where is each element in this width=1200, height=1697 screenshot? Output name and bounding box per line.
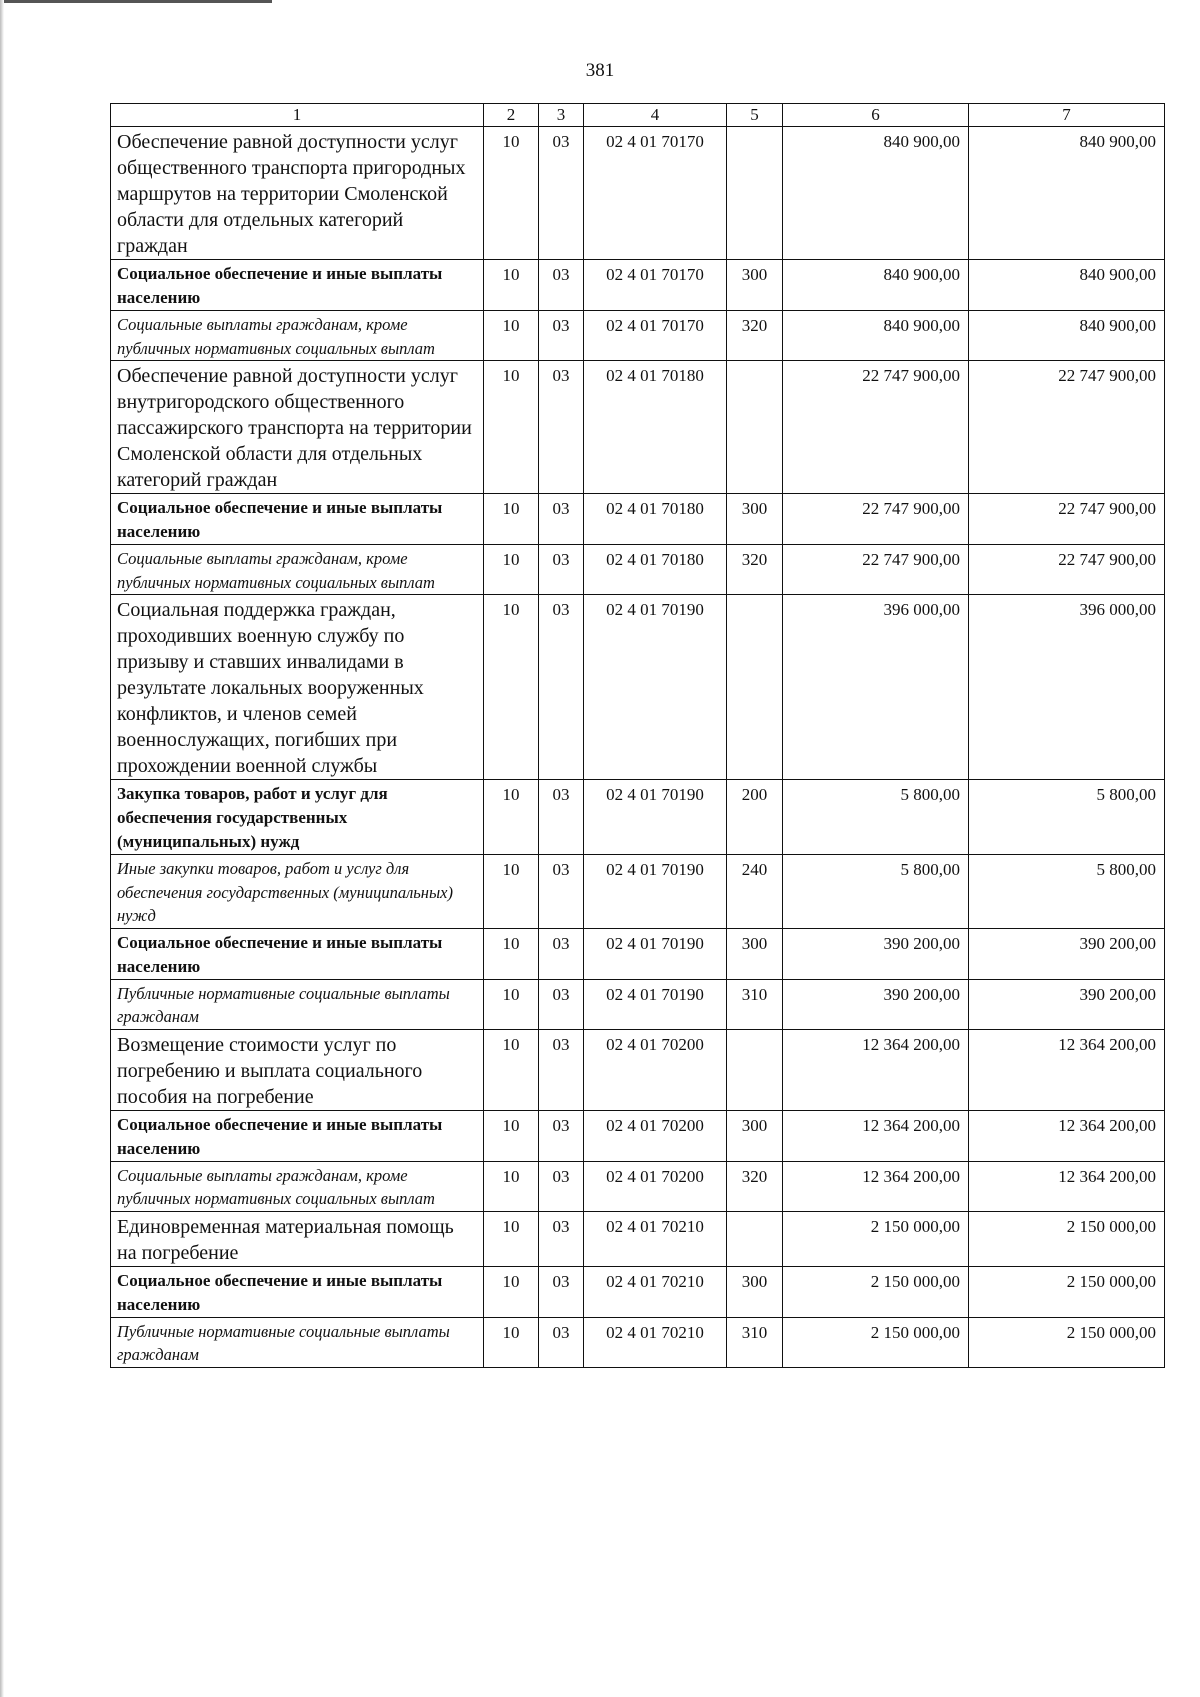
amount-col-7: 390 200,00 (969, 928, 1165, 979)
table-row (111, 855, 1165, 929)
row-name: Закупка товаров, работ и услуг для обеспечения государственных (муниципальных) нужд (111, 780, 484, 855)
table-row (111, 1161, 1165, 1211)
section-code: 10 (484, 595, 539, 780)
expense-type-code (727, 1029, 783, 1110)
target-article-code: 02 4 01 70180 (584, 494, 727, 545)
subsection-code: 03 (539, 127, 584, 260)
target-article-code: 02 4 01 70190 (584, 595, 727, 780)
amount-col-6: 2 150 000,00 (783, 1317, 969, 1367)
amount-col-7: 2 150 000,00 (969, 1266, 1165, 1317)
row-name: Социальные выплаты гражданам, кроме публичных нормативных социальных выплат (111, 1161, 484, 1211)
subsection-code: 03 (539, 1029, 584, 1110)
section-code: 10 (484, 1266, 539, 1317)
expense-type-code: 310 (727, 1317, 783, 1367)
column-header: 4 (584, 104, 727, 127)
section-code: 10 (484, 494, 539, 545)
section-code: 10 (484, 1110, 539, 1161)
subsection-code: 03 (539, 260, 584, 311)
subsection-code: 03 (539, 545, 584, 595)
section-code: 10 (484, 1211, 539, 1266)
amount-col-7: 12 364 200,00 (969, 1161, 1165, 1211)
table-row (111, 127, 1165, 260)
expense-type-code: 300 (727, 928, 783, 979)
amount-col-6: 22 747 900,00 (783, 361, 969, 494)
target-article-code: 02 4 01 70200 (584, 1161, 727, 1211)
section-code: 10 (484, 260, 539, 311)
column-header: 3 (539, 104, 584, 127)
expense-type-code (727, 127, 783, 260)
table-row (111, 1029, 1165, 1110)
expense-type-code: 200 (727, 780, 783, 855)
section-code: 10 (484, 361, 539, 494)
expense-type-code: 240 (727, 855, 783, 929)
target-article-code: 02 4 01 70190 (584, 979, 727, 1029)
row-name: Социальные выплаты гражданам, кроме публичных нормативных социальных выплат (111, 545, 484, 595)
amount-col-6: 5 800,00 (783, 855, 969, 929)
table-body (111, 127, 1165, 1368)
table-row (111, 928, 1165, 979)
table-row (111, 545, 1165, 595)
section-code: 10 (484, 1317, 539, 1367)
subsection-code: 03 (539, 311, 584, 361)
amount-col-7: 22 747 900,00 (969, 494, 1165, 545)
expense-type-code (727, 1211, 783, 1266)
row-name: Иные закупки товаров, работ и услуг для обеспечения государственных (муниципальных) нужд (111, 855, 484, 929)
amount-col-7: 22 747 900,00 (969, 545, 1165, 595)
target-article-code: 02 4 01 70200 (584, 1110, 727, 1161)
expense-type-code: 300 (727, 1266, 783, 1317)
amount-col-6: 2 150 000,00 (783, 1266, 969, 1317)
amount-col-7: 5 800,00 (969, 780, 1165, 855)
expense-type-code: 300 (727, 1110, 783, 1161)
row-name: Обеспечение равной доступности услуг общественного транспорта пригородных маршрутов на территории Смоленской области для отдельных категорий граждан (111, 127, 484, 260)
table-row (111, 979, 1165, 1029)
target-article-code: 02 4 01 70190 (584, 928, 727, 979)
amount-col-7: 12 364 200,00 (969, 1110, 1165, 1161)
amount-col-7: 12 364 200,00 (969, 1029, 1165, 1110)
subsection-code: 03 (539, 1161, 584, 1211)
section-code: 10 (484, 1029, 539, 1110)
target-article-code: 02 4 01 70190 (584, 780, 727, 855)
row-name: Обеспечение равной доступности услуг внутригородского общественного пассажирского транспорта на территории Смоленской области для отдельных категорий граждан (111, 361, 484, 494)
row-name: Возмещение стоимости услуг по погребению и выплата социального пособия на погребение (111, 1029, 484, 1110)
amount-col-6: 840 900,00 (783, 127, 969, 260)
budget-table (110, 103, 1165, 1368)
expense-type-code: 320 (727, 1161, 783, 1211)
target-article-code: 02 4 01 70170 (584, 311, 727, 361)
expense-type-code (727, 361, 783, 494)
table-row (111, 260, 1165, 311)
column-header: 1 (111, 104, 484, 127)
expense-type-code: 300 (727, 260, 783, 311)
subsection-code: 03 (539, 1211, 584, 1266)
amount-col-6: 840 900,00 (783, 311, 969, 361)
column-header: 2 (484, 104, 539, 127)
table-header-row (111, 104, 1165, 127)
subsection-code: 03 (539, 1266, 584, 1317)
row-name: Социальное обеспечение и иные выплаты населению (111, 494, 484, 545)
amount-col-6: 22 747 900,00 (783, 545, 969, 595)
amount-col-6: 5 800,00 (783, 780, 969, 855)
target-article-code: 02 4 01 70180 (584, 545, 727, 595)
subsection-code: 03 (539, 780, 584, 855)
subsection-code: 03 (539, 494, 584, 545)
expense-type-code: 320 (727, 545, 783, 595)
table-row (111, 361, 1165, 494)
table-row (111, 1211, 1165, 1266)
table-row (111, 1266, 1165, 1317)
amount-col-7: 5 800,00 (969, 855, 1165, 929)
expense-type-code: 320 (727, 311, 783, 361)
row-name: Социальное обеспечение и иные выплаты населению (111, 928, 484, 979)
target-article-code: 02 4 01 70190 (584, 855, 727, 929)
amount-col-7: 2 150 000,00 (969, 1211, 1165, 1266)
row-name: Социальное обеспечение и иные выплаты населению (111, 1110, 484, 1161)
table-row (111, 494, 1165, 545)
subsection-code: 03 (539, 1317, 584, 1367)
section-code: 10 (484, 311, 539, 361)
amount-col-7: 2 150 000,00 (969, 1317, 1165, 1367)
row-name: Социальное обеспечение и иные выплаты населению (111, 1266, 484, 1317)
subsection-code: 03 (539, 928, 584, 979)
target-article-code: 02 4 01 70170 (584, 127, 727, 260)
subsection-code: 03 (539, 595, 584, 780)
row-name: Публичные нормативные социальные выплаты гражданам (111, 1317, 484, 1367)
row-name: Социальные выплаты гражданам, кроме публичных нормативных социальных выплат (111, 311, 484, 361)
amount-col-6: 22 747 900,00 (783, 494, 969, 545)
column-header: 5 (727, 104, 783, 127)
scan-edge-mark (0, 0, 272, 3)
subsection-code: 03 (539, 855, 584, 929)
section-code: 10 (484, 780, 539, 855)
amount-col-6: 12 364 200,00 (783, 1161, 969, 1211)
amount-col-6: 2 150 000,00 (783, 1211, 969, 1266)
table-row (111, 311, 1165, 361)
section-code: 10 (484, 127, 539, 260)
target-article-code: 02 4 01 70170 (584, 260, 727, 311)
amount-col-7: 840 900,00 (969, 127, 1165, 260)
expense-type-code (727, 595, 783, 780)
amount-col-7: 840 900,00 (969, 311, 1165, 361)
table-row (111, 780, 1165, 855)
row-name: Публичные нормативные социальные выплаты гражданам (111, 979, 484, 1029)
table-row (111, 1317, 1165, 1367)
amount-col-6: 12 364 200,00 (783, 1029, 969, 1110)
target-article-code: 02 4 01 70200 (584, 1029, 727, 1110)
amount-col-7: 396 000,00 (969, 595, 1165, 780)
amount-col-6: 390 200,00 (783, 979, 969, 1029)
page-number: 381 (585, 60, 615, 81)
subsection-code: 03 (539, 361, 584, 494)
column-header: 7 (969, 104, 1165, 127)
target-article-code: 02 4 01 70180 (584, 361, 727, 494)
target-article-code: 02 4 01 70210 (584, 1266, 727, 1317)
amount-col-6: 390 200,00 (783, 928, 969, 979)
amount-col-7: 840 900,00 (969, 260, 1165, 311)
amount-col-7: 22 747 900,00 (969, 361, 1165, 494)
section-code: 10 (484, 928, 539, 979)
expense-type-code: 310 (727, 979, 783, 1029)
target-article-code: 02 4 01 70210 (584, 1317, 727, 1367)
column-header: 6 (783, 104, 969, 127)
amount-col-7: 390 200,00 (969, 979, 1165, 1029)
amount-col-6: 396 000,00 (783, 595, 969, 780)
section-code: 10 (484, 545, 539, 595)
section-code: 10 (484, 1161, 539, 1211)
row-name: Социальное обеспечение и иные выплаты населению (111, 260, 484, 311)
subsection-code: 03 (539, 1110, 584, 1161)
scan-edge-shadow (0, 0, 4, 1697)
amount-col-6: 12 364 200,00 (783, 1110, 969, 1161)
target-article-code: 02 4 01 70210 (584, 1211, 727, 1266)
table-row (111, 1110, 1165, 1161)
row-name: Единовременная материальная помощь на погребение (111, 1211, 484, 1266)
section-code: 10 (484, 855, 539, 929)
subsection-code: 03 (539, 979, 584, 1029)
section-code: 10 (484, 979, 539, 1029)
amount-col-6: 840 900,00 (783, 260, 969, 311)
table-row (111, 595, 1165, 780)
expense-type-code: 300 (727, 494, 783, 545)
row-name: Социальная поддержка граждан, проходивших военную службу по призыву и ставших инвалидами в результате локальных вооруженных конфликтов, и членов семей военнослужащих, погибших при прохождении военной службы (111, 595, 484, 780)
